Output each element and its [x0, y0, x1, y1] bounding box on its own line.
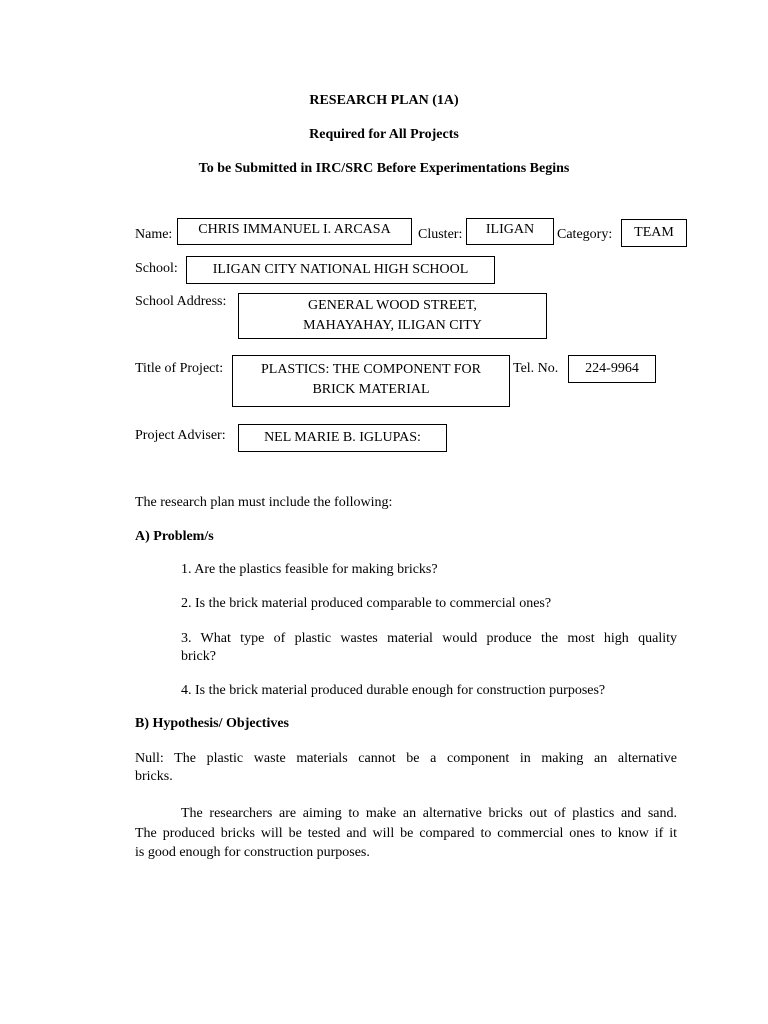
null-hypothesis-line: bricks. [135, 769, 173, 784]
document-title: RESEARCH PLAN (1A) [309, 93, 459, 108]
address-line-1: GENERAL WOOD STREET, [308, 298, 477, 313]
hypothesis-heading: B) Hypothesis/ Objectives [135, 716, 289, 731]
project-title-label: Title of Project: [135, 361, 224, 376]
submission-note: To be Submitted in IRC/SRC Before Experimentations Begins [198, 161, 570, 176]
objective-paragraph-line: is good enough for construction purposes. [135, 845, 370, 860]
problem-item-continued: brick? [181, 649, 216, 664]
address-field [238, 293, 547, 339]
cluster-field: ILIGAN [466, 218, 554, 245]
objective-paragraph-line: The produced bricks will be tested and will be compared to commercial ones to know if it [135, 826, 677, 841]
problem-item: 2. Is the brick material produced comparable to commercial ones? [181, 596, 552, 611]
project-title-line-1: PLASTICS: THE COMPONENT FOR [260, 362, 482, 377]
school-label: School: [135, 261, 178, 276]
objective-paragraph-line: The researchers are aiming to make an alternative bricks out of plastics and sand. [181, 806, 677, 821]
cluster-label: Cluster: [418, 227, 463, 242]
category-field: TEAM [621, 219, 687, 247]
address-line-2: MAHAYAHAY, ILIGAN CITY [303, 318, 482, 333]
tel-field: 224-9964 [568, 355, 656, 383]
tel-label: Tel. No. [513, 361, 559, 376]
adviser-label: Project Adviser: [135, 428, 226, 443]
school-field: ILIGAN CITY NATIONAL HIGH SCHOOL [186, 256, 495, 284]
project-title-field [232, 355, 510, 407]
address-label: School Address: [135, 294, 227, 309]
adviser-field: NEL MARIE B. IGLUPAS: [238, 424, 447, 452]
intro-text: The research plan must include the following: [135, 495, 393, 510]
category-label: Category: [557, 227, 613, 242]
problem-item: 3. What type of plastic wastes material would produce the most high quality [181, 631, 677, 646]
problems-heading: A) Problem/s [135, 529, 214, 544]
problem-item: 1. Are the plastics feasible for making bricks? [181, 562, 438, 577]
problem-item: 4. Is the brick material produced durable enough for construction purposes? [181, 683, 606, 698]
name-label: Name: [135, 227, 173, 242]
name-field: CHRIS IMMANUEL I. ARCASA [177, 218, 412, 245]
document-subtitle: Required for All Projects [309, 127, 459, 142]
null-hypothesis-line: Null: The plastic waste materials cannot be a component in making an alternative [135, 751, 677, 766]
project-title-line-2: BRICK MATERIAL [312, 382, 430, 397]
